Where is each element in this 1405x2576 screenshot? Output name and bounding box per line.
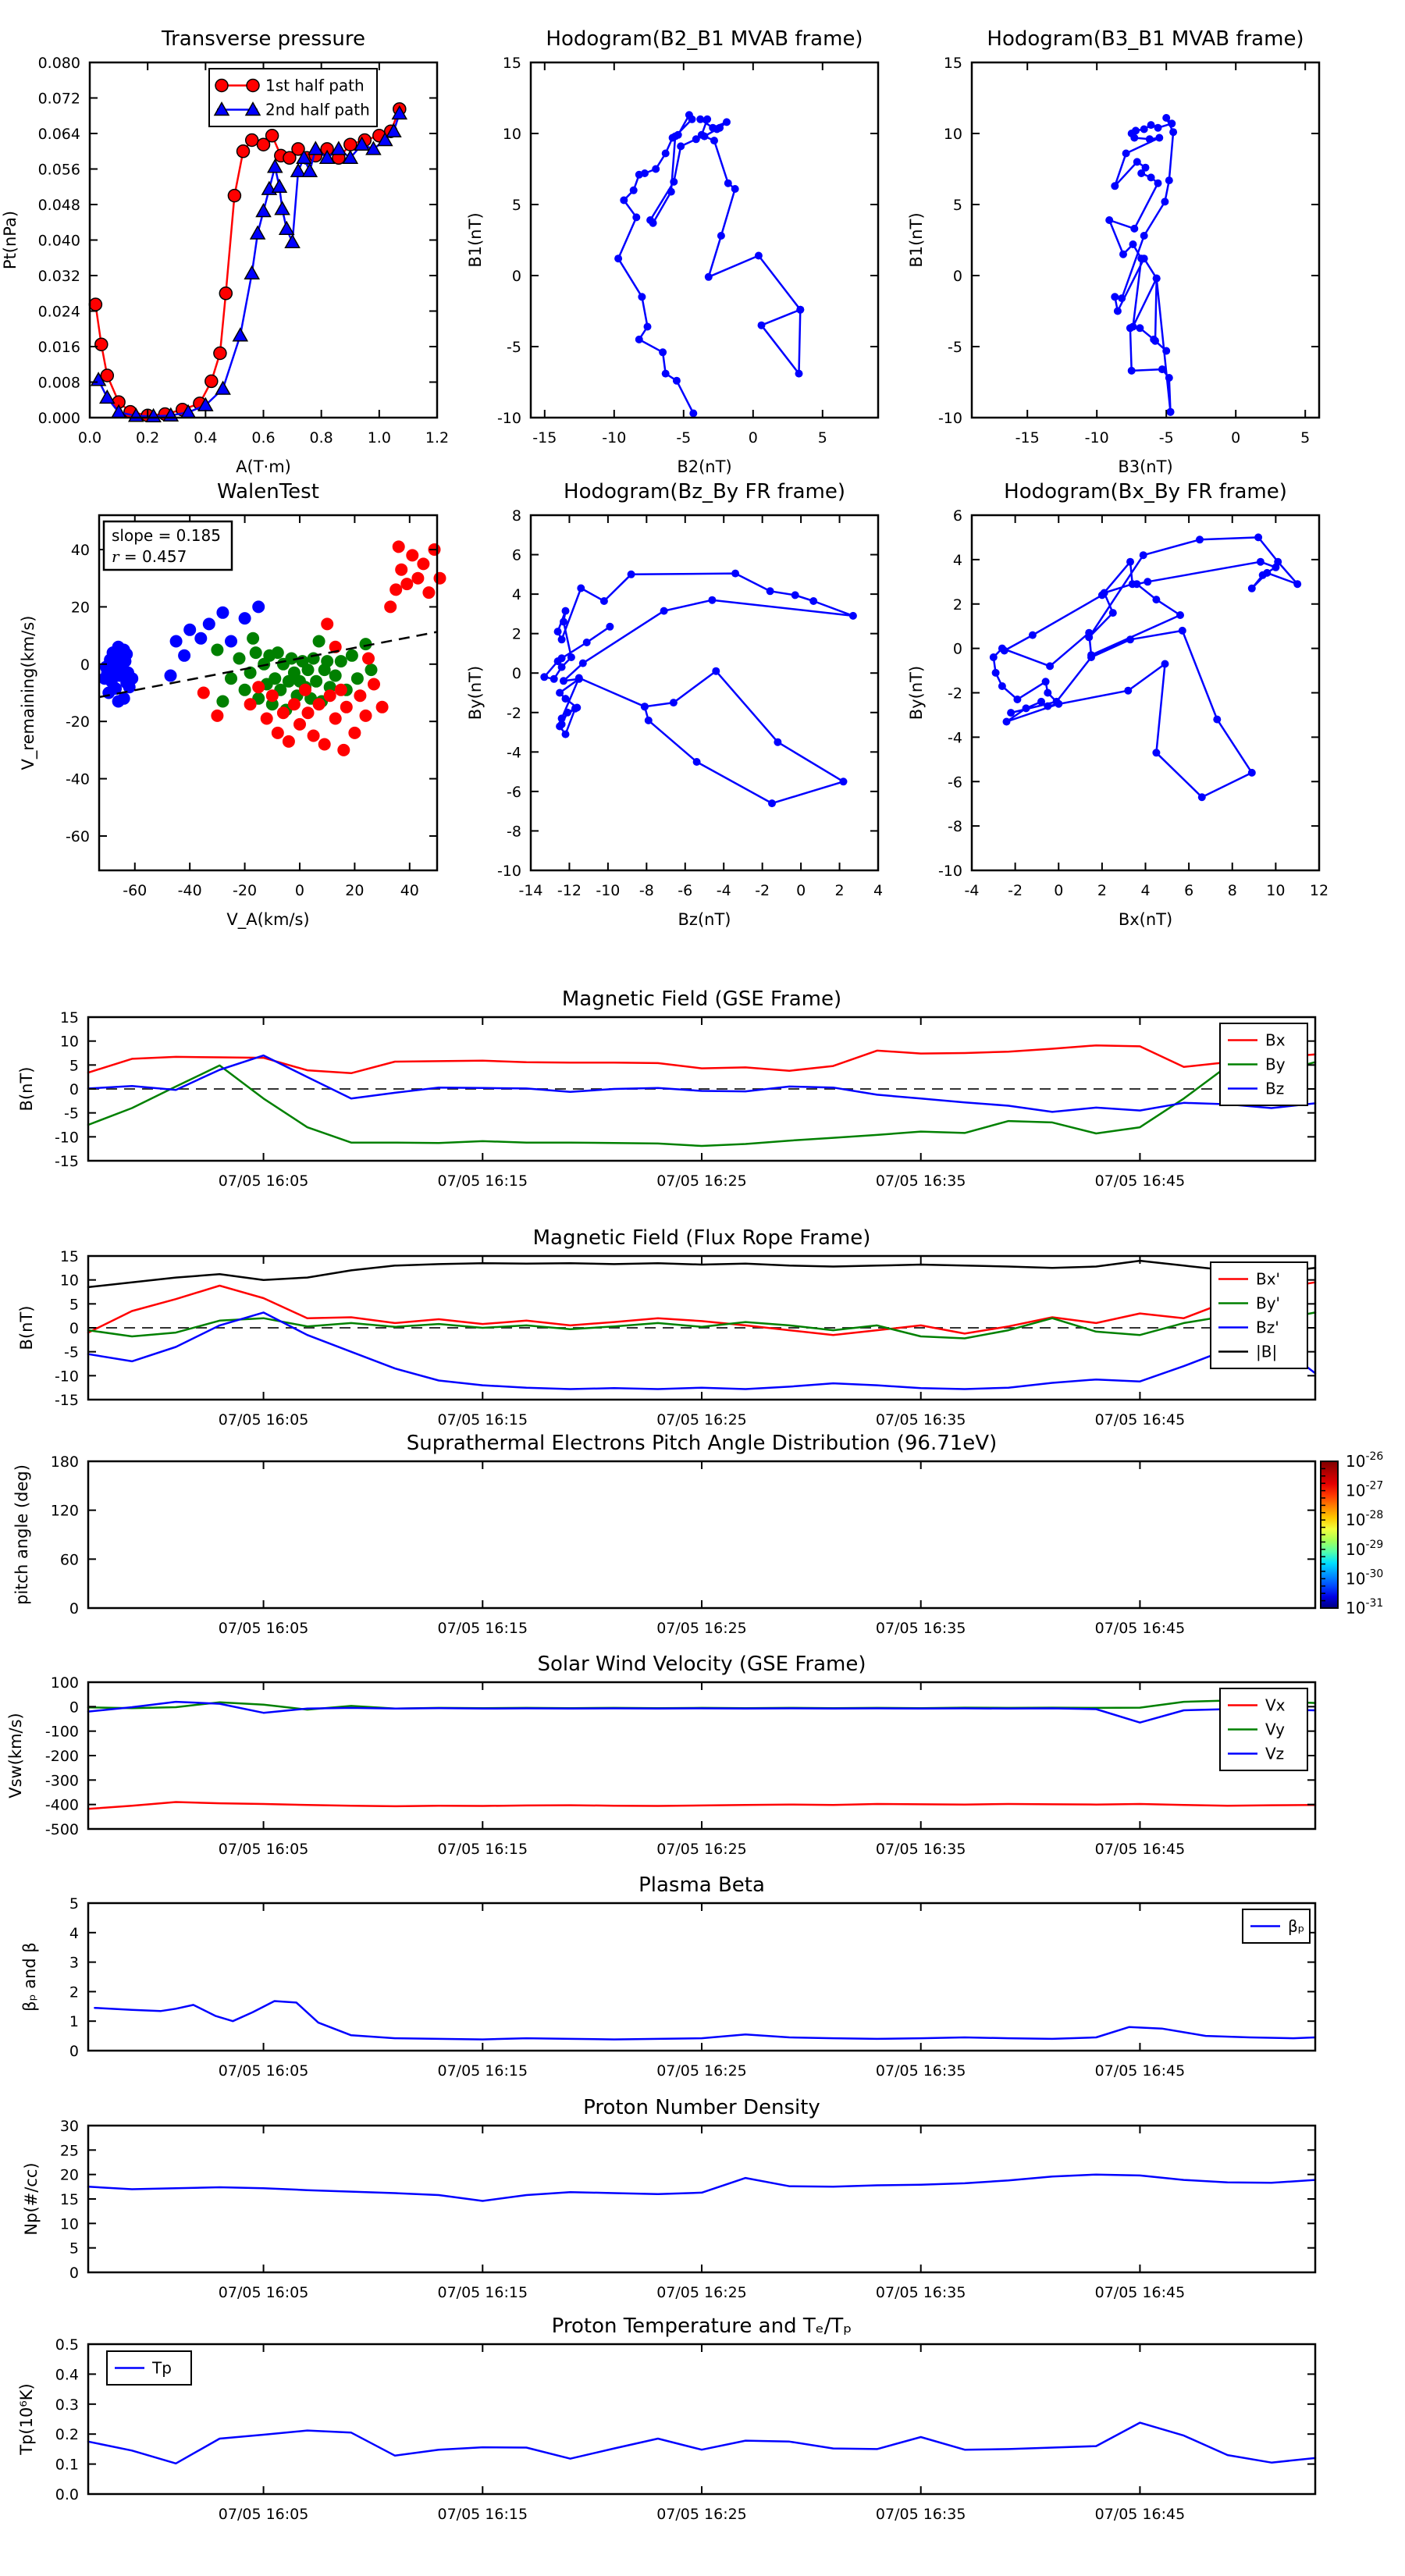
x-tick-label: 0 [796, 882, 806, 899]
y-tick-label: 100 [50, 1674, 79, 1692]
y-tick-label: -4 [948, 729, 962, 747]
x-tick-label: 07/05 16:35 [875, 2506, 966, 2523]
legend-label: Vz [1265, 1744, 1285, 1763]
y-axis-label: By(nT) [907, 665, 926, 720]
x-tick-label: 0 [1231, 429, 1241, 447]
chart-walen [19, 480, 446, 930]
chart-title: Proton Number Density [583, 2096, 820, 2119]
x-tick-label: -14 [518, 882, 543, 899]
y-tick-label: 15 [59, 2191, 79, 2208]
legend-label: Bx' [1256, 1269, 1281, 1289]
x-tick-label: 1.2 [425, 429, 450, 447]
chart-hodo_b3b1 [907, 27, 1319, 476]
legend-label: Bz [1265, 1079, 1285, 1098]
y-tick-label: 0.072 [37, 90, 80, 108]
legend-label: Tp [152, 2358, 172, 2378]
x-tick-label: 8 [1227, 882, 1237, 899]
x-tick-label: 07/05 16:45 [1094, 2284, 1186, 2301]
legend-label: βₚ [1288, 1916, 1305, 1936]
x-tick-label: 0 [748, 429, 758, 447]
legend-vel [1220, 1688, 1307, 1770]
x-tick-label: 07/05 16:35 [875, 1411, 966, 1429]
y-axis-label: By(nT) [466, 665, 485, 720]
x-tick-label: 2 [834, 882, 845, 899]
chart-vel [6, 1653, 1315, 1858]
y-tick-label: 5 [511, 197, 521, 214]
chart-title: Plasma Beta [638, 1873, 765, 1897]
chart-title: WalenTest [217, 480, 319, 503]
y-axis-label: Vsw(km/s) [6, 1713, 25, 1799]
x-tick-label: 07/05 16:25 [656, 2062, 747, 2080]
y-axis-label: V_remaining(km/s) [19, 615, 37, 770]
y-tick-label: 10 [59, 1272, 79, 1290]
legend-label: 2nd half path [265, 100, 370, 119]
chart-title: Hodogram(B2_B1 MVAB frame) [546, 27, 863, 51]
y-tick-label: 0 [511, 268, 521, 285]
legend-label: Bz' [1256, 1318, 1279, 1337]
y-tick-label: -5 [948, 339, 962, 356]
y-tick-label: 8 [511, 507, 521, 525]
legend-fr [1211, 1262, 1307, 1368]
y-axis-label: B(nT) [17, 1305, 36, 1350]
y-tick-label: 2 [952, 596, 962, 614]
y-tick-label: 0 [69, 1600, 79, 1617]
y-tick-label: 0 [69, 1699, 79, 1717]
x-tick-label: 07/05 16:25 [656, 2506, 747, 2523]
y-tick-label: 0.5 [55, 2336, 79, 2354]
y-tick-label: 0 [511, 665, 521, 683]
series-walen-plot [197, 540, 446, 756]
colorbar-tick-label: $10^{-30}$ [1346, 1567, 1384, 1589]
chart-hodo_bxby [907, 480, 1329, 929]
y-tick-label: 0 [69, 2265, 79, 2282]
y-tick-label: 180 [50, 1453, 79, 1471]
chart-tp [17, 2314, 1315, 2523]
y-tick-label: 20 [59, 2166, 79, 2184]
y-tick-label: 10 [59, 2215, 79, 2233]
x-tick-label: -10 [602, 429, 627, 447]
series-|B|-plot [88, 1261, 1315, 1287]
x-tick-label: 20 [345, 882, 365, 899]
y-axis-label: B1(nT) [907, 212, 926, 268]
y-tick-label: -15 [54, 1392, 79, 1409]
chart-title: Hodogram(Bz_By FR frame) [564, 480, 845, 503]
y-axis-label: pitch angle (deg) [12, 1464, 31, 1605]
x-tick-label: 07/05 16:35 [875, 1172, 966, 1190]
x-tick-label: 07/05 16:45 [1094, 2062, 1186, 2080]
colorbar-tick-label: $10^{-29}$ [1346, 1538, 1384, 1559]
x-tick-label: 07/05 16:45 [1094, 1841, 1186, 1858]
x-tick-label: 07/05 16:05 [218, 1172, 309, 1190]
x-tick-label: 07/05 16:45 [1094, 1172, 1186, 1190]
y-tick-label: -60 [65, 827, 90, 845]
chart-title: Magnetic Field (Flux Rope Frame) [532, 1226, 871, 1250]
x-tick-label: 0.2 [136, 429, 160, 447]
x-tick-label: 0.4 [194, 429, 218, 447]
annotation-line: slope = 0.185 [112, 526, 221, 545]
series-Bz'-plot [88, 1312, 1315, 1389]
y-tick-label: 0 [69, 1320, 79, 1337]
x-axis-label: B2(nT) [677, 457, 732, 476]
y-tick-label: -2 [507, 704, 521, 722]
y-tick-label: 0.008 [37, 374, 80, 392]
x-axis-label: Bx(nT) [1118, 910, 1173, 929]
colorbar-tick-label: $10^{-27}$ [1346, 1479, 1384, 1500]
x-tick-label: 0 [294, 882, 305, 899]
series-np-plot [88, 2175, 1315, 2201]
x-axis-label: B3(nT) [1118, 457, 1173, 476]
x-tick-label: -5 [1158, 429, 1174, 447]
chart-fr [17, 1226, 1315, 1429]
y-tick-label: 5 [69, 1296, 79, 1314]
x-tick-label: -60 [123, 882, 148, 899]
y-tick-label: -300 [44, 1772, 79, 1790]
y-tick-label: 0.0 [55, 2486, 79, 2503]
x-tick-label: 07/05 16:25 [656, 1411, 747, 1429]
y-tick-label: -10 [496, 863, 521, 880]
x-tick-label: 07/05 16:05 [218, 2284, 309, 2301]
y-tick-label: 0.064 [37, 126, 80, 143]
x-tick-label: -15 [1015, 429, 1040, 447]
y-tick-label: -10 [54, 1368, 79, 1386]
y-tick-label: 6 [952, 507, 962, 525]
y-tick-label: 5 [952, 197, 962, 214]
x-tick-label: -10 [1084, 429, 1109, 447]
x-tick-label: 07/05 16:15 [437, 1411, 528, 1429]
y-tick-label: 10 [943, 126, 962, 143]
x-tick-label: 07/05 16:15 [437, 1172, 528, 1190]
y-tick-label: 20 [70, 599, 90, 617]
series-hodo_b3b1-plot [1105, 114, 1177, 416]
x-tick-label: 07/05 16:15 [437, 2284, 528, 2301]
y-axis-label: Pt(nPa) [1, 210, 20, 270]
legend-label: By [1265, 1055, 1286, 1074]
x-tick-label: 0.0 [77, 429, 102, 447]
y-tick-label: 120 [50, 1502, 79, 1520]
y-tick-label: 40 [70, 542, 90, 560]
x-tick-label: 07/05 16:15 [437, 1620, 528, 1637]
x-tick-label: 4 [873, 882, 884, 899]
x-tick-label: 1.0 [367, 429, 391, 447]
y-tick-label: 0.024 [37, 303, 80, 321]
y-tick-label: -10 [54, 1129, 79, 1147]
chart-hodo_bzby [466, 480, 883, 929]
y-tick-label: -40 [65, 770, 90, 788]
x-tick-label: -40 [177, 882, 202, 899]
y-tick-label: 0.048 [37, 197, 80, 214]
y-tick-label: -2 [948, 685, 962, 703]
x-tick-label: 07/05 16:15 [437, 2062, 528, 2080]
chart-title: Solar Wind Velocity (GSE Frame) [537, 1653, 866, 1676]
x-tick-label: 07/05 16:45 [1094, 2506, 1186, 2523]
x-tick-label: 12 [1309, 882, 1329, 899]
x-tick-label: -4 [964, 882, 980, 899]
x-tick-label: 07/05 16:45 [1094, 1620, 1186, 1637]
legend-tp [107, 2351, 191, 2385]
series-1st half path-plot [89, 100, 405, 422]
x-tick-label: 07/05 16:05 [218, 2062, 309, 2080]
colorbar [1321, 1450, 1383, 1617]
y-tick-label: 15 [502, 55, 521, 72]
y-tick-label: 0.056 [37, 161, 80, 179]
x-tick-label: 07/05 16:15 [437, 1841, 528, 1858]
y-tick-label: 0 [69, 1081, 79, 1098]
y-tick-label: 4 [511, 586, 521, 604]
y-axis-label: βₚ and β [20, 1942, 39, 2012]
x-axis-label: V_A(km/s) [226, 910, 310, 929]
series-βₚ-plot [94, 2001, 1315, 2040]
legend-label: 1st half path [265, 76, 365, 95]
y-tick-label: 0.1 [55, 2456, 79, 2474]
chart-title: Proton Temperature and Tₑ/Tₚ [551, 2314, 852, 2338]
x-tick-label: -4 [716, 882, 731, 899]
y-tick-label: -10 [937, 863, 962, 880]
y-tick-label: 5 [69, 1895, 79, 1912]
y-tick-label: -6 [948, 774, 962, 792]
y-tick-label: 10 [59, 1033, 79, 1051]
y-tick-label: -400 [44, 1796, 79, 1814]
x-tick-label: 07/05 16:05 [218, 1841, 309, 1858]
y-tick-label: 0.016 [37, 339, 80, 356]
colorbar-tick-label: $10^{-31}$ [1346, 1597, 1384, 1617]
y-tick-label: 0.040 [37, 232, 80, 250]
x-tick-label: 5 [1300, 429, 1311, 447]
y-axis-label: Np(#/cc) [22, 2162, 41, 2236]
x-tick-label: -10 [596, 882, 621, 899]
x-tick-label: 07/05 16:35 [875, 2062, 966, 2080]
x-tick-label: 2 [1097, 882, 1107, 899]
y-tick-label: 3 [69, 1954, 79, 1972]
x-tick-label: -2 [1008, 882, 1023, 899]
x-tick-label: 4 [1140, 882, 1151, 899]
series-Tp-plot [88, 2423, 1315, 2464]
x-tick-label: 0.6 [251, 429, 276, 447]
y-tick-label: 6 [511, 546, 521, 564]
x-axis-label: A(T·m) [236, 457, 291, 476]
x-tick-label: 07/05 16:35 [875, 2284, 966, 2301]
colorbar-tick-label: $10^{-28}$ [1346, 1509, 1384, 1530]
y-tick-label: 5 [69, 1057, 79, 1075]
chart-title: Hodogram(Bx_By FR frame) [1004, 480, 1287, 503]
y-axis-label: Tp(10⁶K) [17, 2383, 36, 2455]
chart-np [22, 2096, 1315, 2301]
y-tick-label: 5 [69, 2240, 79, 2258]
y-tick-label: 15 [943, 55, 962, 72]
y-tick-label: 30 [59, 2118, 79, 2135]
y-tick-label: 0.4 [55, 2366, 79, 2384]
x-tick-label: 07/05 16:35 [875, 1841, 966, 1858]
y-tick-label: -6 [507, 783, 521, 801]
x-tick-label: 07/05 16:25 [656, 2284, 747, 2301]
x-tick-label: 07/05 16:05 [218, 2506, 309, 2523]
series-By-plot [88, 1062, 1315, 1146]
chart-beta [20, 1873, 1315, 2080]
chart-pitch [12, 1432, 1383, 1637]
x-tick-label: 0.8 [309, 429, 333, 447]
y-tick-label: 4 [952, 551, 962, 569]
y-tick-label: 0 [952, 640, 962, 658]
y-tick-label: -10 [496, 410, 521, 427]
x-tick-label: -2 [755, 882, 770, 899]
legend-label: By' [1256, 1293, 1281, 1313]
y-axis-label: B(nT) [17, 1066, 36, 1112]
y-tick-label: -5 [64, 1343, 79, 1361]
x-tick-label: 07/05 16:05 [218, 1411, 309, 1429]
y-tick-label: 15 [59, 1248, 79, 1265]
y-tick-label: 0.080 [37, 55, 80, 72]
y-tick-label: -10 [937, 410, 962, 427]
y-tick-label: 0.3 [55, 2396, 79, 2414]
y-tick-label: -200 [44, 1748, 79, 1765]
x-tick-label: -5 [676, 429, 692, 447]
y-tick-label: 60 [59, 1551, 79, 1569]
x-tick-label: 10 [1266, 882, 1286, 899]
x-tick-label: 07/05 16:05 [218, 1620, 309, 1637]
y-tick-label: -8 [948, 818, 962, 836]
chart-gse [17, 987, 1315, 1190]
series-Vx-plot [88, 1802, 1315, 1809]
legend-transverse [209, 69, 377, 126]
chart-title: Suprathermal Electrons Pitch Angle Distribution (96.71eV) [406, 1432, 998, 1455]
x-tick-label: 07/05 16:25 [656, 1620, 747, 1637]
legend-gse [1220, 1023, 1307, 1105]
y-tick-label: 15 [59, 1009, 79, 1026]
y-tick-label: 0 [80, 656, 90, 674]
y-tick-label: 4 [69, 1924, 79, 1942]
x-tick-label: -15 [532, 429, 557, 447]
y-tick-label: 0 [69, 2043, 79, 2060]
x-tick-label: 07/05 16:25 [656, 1172, 747, 1190]
annotation-line: r = 0.457 [112, 547, 187, 566]
y-tick-label: -500 [44, 1821, 79, 1838]
legend-label: |B| [1256, 1342, 1278, 1361]
chart-title: Magnetic Field (GSE Frame) [561, 987, 842, 1011]
y-tick-label: 1 [69, 2013, 79, 2031]
chart-transverse [1, 27, 449, 476]
legend-label: Vx [1265, 1695, 1286, 1715]
x-tick-label: 0 [1054, 882, 1064, 899]
y-tick-label: -4 [507, 744, 521, 762]
y-tick-label: -20 [65, 713, 90, 731]
x-tick-label: 40 [400, 882, 419, 899]
x-axis-label: Bz(nT) [678, 910, 731, 929]
colorbar-tick-label: $10^{-26}$ [1346, 1450, 1384, 1471]
chart-title: Transverse pressure [162, 27, 365, 51]
legend-label: Bx [1265, 1030, 1286, 1050]
legend-label: Vy [1265, 1720, 1285, 1739]
x-tick-label: -6 [678, 882, 693, 899]
x-tick-label: -20 [233, 882, 258, 899]
y-tick-label: 25 [59, 2142, 79, 2160]
chart-title: Hodogram(B3_B1 MVAB frame) [987, 27, 1304, 51]
x-tick-label: 07/05 16:15 [437, 2506, 528, 2523]
x-tick-label: 6 [1184, 882, 1194, 899]
x-tick-label: 5 [817, 429, 827, 447]
y-tick-label: -5 [64, 1105, 79, 1123]
y-tick-label: -5 [507, 339, 521, 356]
y-tick-label: 0.032 [37, 268, 80, 285]
x-tick-label: -12 [557, 882, 582, 899]
series-hodo_b2b1-plot [614, 111, 804, 417]
y-tick-label: -8 [507, 823, 521, 841]
y-tick-label: 0.000 [37, 410, 80, 427]
x-tick-label: 07/05 16:35 [875, 1620, 966, 1637]
annotation-box [104, 521, 232, 570]
y-tick-label: 2 [69, 1984, 79, 2001]
chart-hodo_b2b1 [466, 27, 878, 476]
y-tick-label: 10 [502, 126, 521, 143]
series-hodo_bzby-plot [540, 570, 857, 808]
y-tick-label: -100 [44, 1723, 79, 1741]
y-tick-label: 0 [952, 268, 962, 285]
legend-beta [1243, 1909, 1310, 1943]
series-hodo_bxby-plot [990, 533, 1301, 801]
x-tick-label: 07/05 16:25 [656, 1841, 747, 1858]
y-tick-label: 0.2 [55, 2426, 79, 2444]
y-axis-label: B1(nT) [466, 212, 485, 268]
y-tick-label: -15 [54, 1153, 79, 1170]
x-tick-label: 07/05 16:45 [1094, 1411, 1186, 1429]
x-tick-label: -8 [638, 882, 654, 899]
y-tick-label: 2 [511, 625, 521, 643]
